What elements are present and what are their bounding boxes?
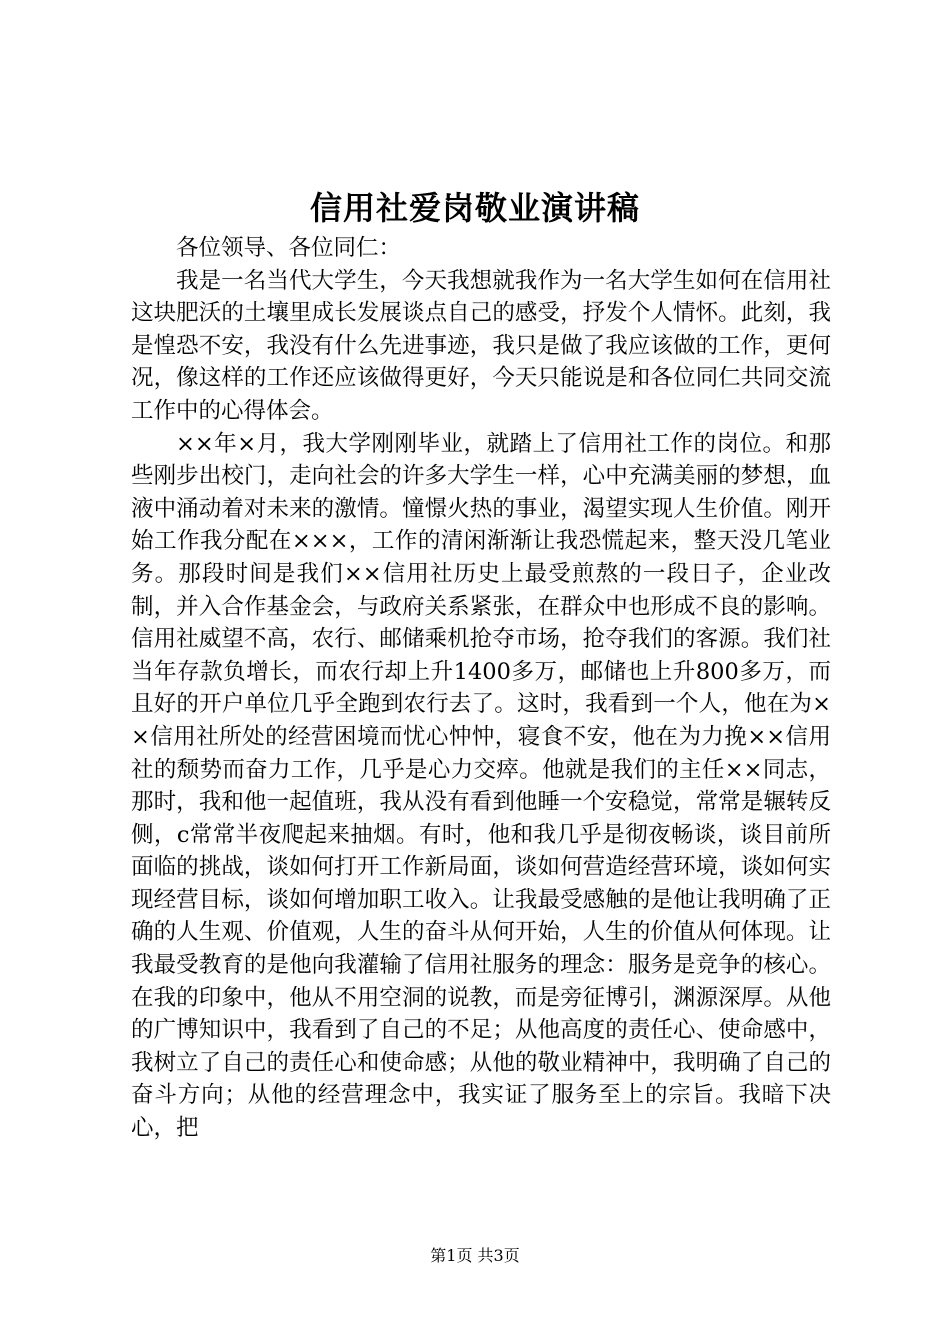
- page-number-footer: 第1页 共3页: [430, 1246, 520, 1265]
- document-title: 信用社爱岗敬业演讲稿: [309, 189, 640, 227]
- body-paragraph: ××年×月，我大学刚刚毕业，就踏上了信用社工作的岗位。和那些刚步出校门，走向社会的许多大学生一样，心中充满美丽的梦想，血液中涌动着对未来的激情。憧憬火热的事业，渴望实现人生价值。刚开始工作我分配在×××，工作的清闲渐渐让我恐慌起来，整天没几笔业务。那段时间是我们××信用社历史上最受煎熬的一段日子，企业改制，并入合作基金会，与政府关系紧张，在群众中也形成不良的影响。信用社威望不高，农行、邮储乘机抢夺市场，抢夺我们的客源。我们社当年存款负增长，而农行却上升1400多万，邮储也上升800多万，而且好的开户单位几乎全跑到农行去了。这时，我看到一个人，他在为××信用社所处的经营困境而忧心忡忡，寝食不安，他在为力挽××信用社的颓势而奋力工作，几乎是心力交瘁。他就是我们的主任××同志，那时，我和他一起值班，我从没有看到他睡一个安稳觉，常常是辗转反侧，c常常半夜爬起来抽烟。有时，他和我几乎是彻夜畅谈，谈目前所面临的挑战，谈如何打开工作新局面，谈如何营造经营环境，谈如何实现经营目标，谈如何增加职工收入。让我最受感触的是他让我明确了正确的人生观、价值观，人生的奋斗从何开始，人生的价值从何体现。让我最受教育的是他向我灌输了信用社服务的理念：服务是竞争的核心。在我的印象中，他从不用空洞的说教，而是旁征博引，渊源深厚。从他的广博知识中，我看到了自己的不足；从他高度的责任心、使命感中，我树立了自己的责任心和使命感；从他的敬业精神中，我明确了自己的奋斗方向；从他的经营理念中，我实证了服务至上的宗旨。我暗下决心，把: [131, 430, 831, 1142]
- body-paragraph: 我是一名当代大学生，今天我想就我作为一名大学生如何在信用社这块肥沃的土壤里成长发展谈点自己的感受，抒发个人情怀。此刻，我是惶恐不安，我没有什么先进事迹，我只是做了我应该做的工作，更何况，像这样的工作还应该做得更好，今天只能说是和各位同仁共同交流工作中的心得体会。: [131, 267, 831, 424]
- salutation-paragraph: 各位领导、各位同仁：: [176, 235, 402, 261]
- document-body: [131, 232, 831, 1145]
